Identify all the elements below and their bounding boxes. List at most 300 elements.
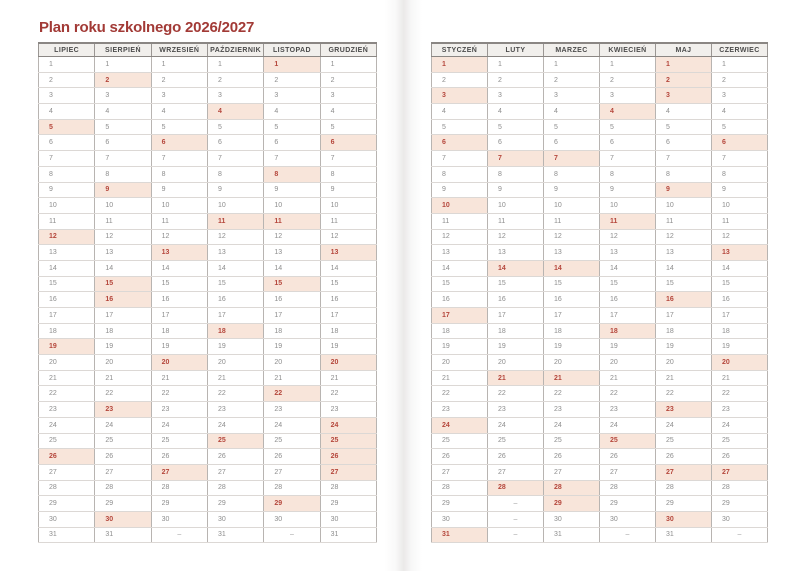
day-cell: 29 bbox=[656, 496, 712, 512]
day-cell: 11 bbox=[600, 213, 656, 229]
day-cell: 15 bbox=[432, 276, 488, 292]
day-cell: 21 bbox=[320, 370, 376, 386]
day-cell: 18 bbox=[320, 323, 376, 339]
day-cell: 13 bbox=[207, 245, 263, 261]
day-row bbox=[39, 370, 377, 386]
day-cell: 18 bbox=[151, 323, 207, 339]
day-cell: 13 bbox=[600, 245, 656, 261]
day-cell: 25 bbox=[432, 433, 488, 449]
day-cell: 20 bbox=[95, 355, 151, 371]
day-cell: 4 bbox=[712, 104, 768, 120]
day-cell: 4 bbox=[264, 104, 320, 120]
day-cell: 12 bbox=[264, 229, 320, 245]
empty-day-cell: – bbox=[488, 527, 544, 543]
day-cell: 13 bbox=[39, 245, 95, 261]
day-cell: 12 bbox=[544, 229, 600, 245]
day-cell: 26 bbox=[320, 449, 376, 465]
day-cell: 10 bbox=[320, 198, 376, 214]
day-row bbox=[39, 464, 377, 480]
day-cell: 19 bbox=[320, 339, 376, 355]
day-cell: 13 bbox=[432, 245, 488, 261]
left-calendar-header bbox=[39, 43, 377, 57]
day-cell: 30 bbox=[712, 511, 768, 527]
day-cell: 10 bbox=[95, 198, 151, 214]
day-row bbox=[39, 166, 377, 182]
day-cell: 25 bbox=[39, 433, 95, 449]
day-cell: 6 bbox=[712, 135, 768, 151]
day-cell: 5 bbox=[488, 119, 544, 135]
day-cell: 6 bbox=[544, 135, 600, 151]
day-cell: 15 bbox=[207, 276, 263, 292]
day-cell: 2 bbox=[488, 72, 544, 88]
day-row bbox=[39, 402, 377, 418]
day-cell: 14 bbox=[151, 260, 207, 276]
day-cell: 19 bbox=[712, 339, 768, 355]
day-cell: 28 bbox=[432, 480, 488, 496]
day-cell: 22 bbox=[432, 386, 488, 402]
day-cell: 3 bbox=[320, 88, 376, 104]
day-cell: 7 bbox=[39, 151, 95, 167]
day-cell: 24 bbox=[544, 417, 600, 433]
day-cell: 13 bbox=[320, 245, 376, 261]
day-row bbox=[432, 402, 768, 418]
day-cell: 18 bbox=[712, 323, 768, 339]
month-header: KWIECIEŃ bbox=[600, 43, 656, 57]
day-cell: 1 bbox=[320, 57, 376, 73]
day-cell: 9 bbox=[207, 182, 263, 198]
day-cell: 6 bbox=[656, 135, 712, 151]
day-row bbox=[39, 72, 377, 88]
day-cell: 4 bbox=[600, 104, 656, 120]
day-row bbox=[39, 308, 377, 324]
day-row bbox=[432, 386, 768, 402]
day-cell: 2 bbox=[264, 72, 320, 88]
day-cell: 12 bbox=[600, 229, 656, 245]
day-cell: 3 bbox=[432, 88, 488, 104]
day-cell: 29 bbox=[207, 496, 263, 512]
day-cell: 4 bbox=[432, 104, 488, 120]
day-cell: 20 bbox=[600, 355, 656, 371]
day-cell: 19 bbox=[488, 339, 544, 355]
day-cell: 8 bbox=[95, 166, 151, 182]
day-cell: 11 bbox=[432, 213, 488, 229]
day-row bbox=[39, 292, 377, 308]
day-cell: 18 bbox=[544, 323, 600, 339]
day-cell: 20 bbox=[544, 355, 600, 371]
day-cell: 8 bbox=[712, 166, 768, 182]
day-row bbox=[432, 527, 768, 543]
month-header: SIERPIEŃ bbox=[95, 43, 151, 57]
day-cell: 30 bbox=[264, 511, 320, 527]
month-header: MAJ bbox=[656, 43, 712, 57]
day-cell: 30 bbox=[151, 511, 207, 527]
day-cell: 9 bbox=[39, 182, 95, 198]
day-cell: 14 bbox=[264, 260, 320, 276]
month-header: LISTOPAD bbox=[264, 43, 320, 57]
day-cell: 27 bbox=[544, 464, 600, 480]
day-cell: 11 bbox=[320, 213, 376, 229]
day-cell: 20 bbox=[432, 355, 488, 371]
day-row bbox=[432, 323, 768, 339]
day-cell: 1 bbox=[207, 57, 263, 73]
day-cell: 25 bbox=[151, 433, 207, 449]
day-cell: 23 bbox=[151, 402, 207, 418]
day-cell: 21 bbox=[544, 370, 600, 386]
day-cell: 14 bbox=[600, 260, 656, 276]
day-row bbox=[432, 449, 768, 465]
day-cell: 23 bbox=[488, 402, 544, 418]
day-cell: 1 bbox=[264, 57, 320, 73]
day-row bbox=[432, 355, 768, 371]
day-cell: 1 bbox=[488, 57, 544, 73]
day-row bbox=[432, 198, 768, 214]
day-cell: 1 bbox=[432, 57, 488, 73]
day-cell: 20 bbox=[320, 355, 376, 371]
day-cell: 25 bbox=[656, 433, 712, 449]
day-cell: 22 bbox=[39, 386, 95, 402]
day-cell: 22 bbox=[488, 386, 544, 402]
day-row bbox=[432, 166, 768, 182]
day-cell: 24 bbox=[95, 417, 151, 433]
day-cell: 9 bbox=[712, 182, 768, 198]
day-row bbox=[432, 496, 768, 512]
day-cell: 7 bbox=[600, 151, 656, 167]
day-cell: 5 bbox=[264, 119, 320, 135]
day-row bbox=[432, 433, 768, 449]
day-cell: 28 bbox=[656, 480, 712, 496]
day-cell: 11 bbox=[712, 213, 768, 229]
month-header: LIPIEC bbox=[39, 43, 95, 57]
day-cell: 5 bbox=[207, 119, 263, 135]
day-cell: 9 bbox=[600, 182, 656, 198]
day-cell: 27 bbox=[432, 464, 488, 480]
day-cell: 6 bbox=[95, 135, 151, 151]
day-row bbox=[39, 511, 377, 527]
day-cell: 22 bbox=[712, 386, 768, 402]
day-cell: 24 bbox=[488, 417, 544, 433]
day-cell: 9 bbox=[656, 182, 712, 198]
month-header: CZERWIEC bbox=[712, 43, 768, 57]
day-cell: 28 bbox=[320, 480, 376, 496]
day-row bbox=[39, 135, 377, 151]
right-calendar-table bbox=[431, 42, 768, 543]
day-cell: 13 bbox=[656, 245, 712, 261]
day-cell: 27 bbox=[151, 464, 207, 480]
day-cell: 25 bbox=[600, 433, 656, 449]
day-cell: 17 bbox=[488, 308, 544, 324]
day-cell: 27 bbox=[320, 464, 376, 480]
day-cell: 21 bbox=[432, 370, 488, 386]
day-cell: 18 bbox=[207, 323, 263, 339]
day-cell: 6 bbox=[264, 135, 320, 151]
day-cell: 24 bbox=[207, 417, 263, 433]
day-cell: 9 bbox=[95, 182, 151, 198]
day-cell: 25 bbox=[95, 433, 151, 449]
day-cell: 28 bbox=[95, 480, 151, 496]
day-cell: 28 bbox=[207, 480, 263, 496]
page-gutter-shadow bbox=[384, 0, 422, 571]
day-cell: 10 bbox=[600, 198, 656, 214]
day-cell: 31 bbox=[207, 527, 263, 543]
month-header: LUTY bbox=[488, 43, 544, 57]
day-cell: 29 bbox=[600, 496, 656, 512]
day-cell: 29 bbox=[712, 496, 768, 512]
day-cell: 3 bbox=[712, 88, 768, 104]
month-header: WRZESIEŃ bbox=[151, 43, 207, 57]
day-row bbox=[432, 229, 768, 245]
day-row bbox=[39, 417, 377, 433]
day-cell: 3 bbox=[656, 88, 712, 104]
left-calendar-body bbox=[39, 57, 377, 543]
day-cell: 10 bbox=[432, 198, 488, 214]
day-cell: 13 bbox=[151, 245, 207, 261]
day-cell: 2 bbox=[432, 72, 488, 88]
day-cell: 15 bbox=[712, 276, 768, 292]
day-cell: 3 bbox=[207, 88, 263, 104]
day-cell: 6 bbox=[151, 135, 207, 151]
day-cell: 20 bbox=[264, 355, 320, 371]
day-cell: 10 bbox=[712, 198, 768, 214]
day-cell: 12 bbox=[320, 229, 376, 245]
day-cell: 5 bbox=[656, 119, 712, 135]
day-cell: 1 bbox=[151, 57, 207, 73]
day-cell: 23 bbox=[656, 402, 712, 418]
left-page bbox=[38, 20, 377, 543]
day-cell: 14 bbox=[656, 260, 712, 276]
day-cell: 20 bbox=[151, 355, 207, 371]
day-cell: 2 bbox=[207, 72, 263, 88]
day-cell: 8 bbox=[544, 166, 600, 182]
day-row bbox=[39, 245, 377, 261]
day-cell: 15 bbox=[39, 276, 95, 292]
empty-day-cell: – bbox=[488, 511, 544, 527]
day-cell: 17 bbox=[207, 308, 263, 324]
day-cell: 27 bbox=[95, 464, 151, 480]
day-cell: 4 bbox=[488, 104, 544, 120]
day-cell: 9 bbox=[264, 182, 320, 198]
day-cell: 21 bbox=[712, 370, 768, 386]
day-cell: 27 bbox=[600, 464, 656, 480]
day-cell: 7 bbox=[712, 151, 768, 167]
day-row bbox=[432, 339, 768, 355]
day-cell: 2 bbox=[656, 72, 712, 88]
day-cell: 19 bbox=[544, 339, 600, 355]
day-row bbox=[432, 135, 768, 151]
day-cell: 24 bbox=[264, 417, 320, 433]
day-cell: 16 bbox=[151, 292, 207, 308]
day-row bbox=[39, 88, 377, 104]
day-cell: 8 bbox=[432, 166, 488, 182]
day-cell: 29 bbox=[432, 496, 488, 512]
day-row bbox=[432, 57, 768, 73]
day-cell: 13 bbox=[712, 245, 768, 261]
day-cell: 23 bbox=[600, 402, 656, 418]
day-row bbox=[39, 386, 377, 402]
day-cell: 4 bbox=[151, 104, 207, 120]
day-cell: 25 bbox=[207, 433, 263, 449]
day-cell: 4 bbox=[320, 104, 376, 120]
day-cell: 2 bbox=[544, 72, 600, 88]
day-cell: 16 bbox=[39, 292, 95, 308]
day-cell: 17 bbox=[600, 308, 656, 324]
day-cell: 8 bbox=[207, 166, 263, 182]
day-cell: 30 bbox=[39, 511, 95, 527]
day-row bbox=[39, 182, 377, 198]
day-cell: 31 bbox=[544, 527, 600, 543]
day-cell: 31 bbox=[39, 527, 95, 543]
day-cell: 15 bbox=[544, 276, 600, 292]
day-row bbox=[39, 229, 377, 245]
day-cell: 26 bbox=[432, 449, 488, 465]
day-row bbox=[432, 308, 768, 324]
day-cell: 19 bbox=[656, 339, 712, 355]
day-cell: 3 bbox=[39, 88, 95, 104]
day-cell: 3 bbox=[488, 88, 544, 104]
day-row bbox=[39, 151, 377, 167]
day-cell: 12 bbox=[656, 229, 712, 245]
day-cell: 2 bbox=[95, 72, 151, 88]
day-cell: 14 bbox=[544, 260, 600, 276]
day-cell: 1 bbox=[39, 57, 95, 73]
day-cell: 16 bbox=[544, 292, 600, 308]
day-cell: 20 bbox=[712, 355, 768, 371]
day-cell: 22 bbox=[264, 386, 320, 402]
day-cell: 1 bbox=[95, 57, 151, 73]
day-cell: 26 bbox=[488, 449, 544, 465]
day-cell: 10 bbox=[207, 198, 263, 214]
day-cell: 7 bbox=[544, 151, 600, 167]
day-cell: 14 bbox=[712, 260, 768, 276]
day-cell: 27 bbox=[656, 464, 712, 480]
day-cell: 21 bbox=[488, 370, 544, 386]
day-cell: 7 bbox=[656, 151, 712, 167]
day-row bbox=[432, 104, 768, 120]
day-cell: 21 bbox=[264, 370, 320, 386]
day-row bbox=[39, 496, 377, 512]
day-cell: 8 bbox=[39, 166, 95, 182]
day-cell: 14 bbox=[39, 260, 95, 276]
day-cell: 17 bbox=[95, 308, 151, 324]
day-row bbox=[39, 119, 377, 135]
day-cell: 29 bbox=[39, 496, 95, 512]
day-cell: 23 bbox=[544, 402, 600, 418]
day-cell: 16 bbox=[95, 292, 151, 308]
day-cell: 18 bbox=[656, 323, 712, 339]
day-cell: 12 bbox=[39, 229, 95, 245]
day-cell: 4 bbox=[544, 104, 600, 120]
day-cell: 28 bbox=[151, 480, 207, 496]
day-cell: 4 bbox=[39, 104, 95, 120]
day-cell: 29 bbox=[151, 496, 207, 512]
day-cell: 12 bbox=[712, 229, 768, 245]
day-cell: 18 bbox=[432, 323, 488, 339]
day-cell: 17 bbox=[39, 308, 95, 324]
day-cell: 5 bbox=[320, 119, 376, 135]
day-cell: 16 bbox=[488, 292, 544, 308]
day-cell: 1 bbox=[600, 57, 656, 73]
day-cell: 12 bbox=[488, 229, 544, 245]
day-cell: 2 bbox=[712, 72, 768, 88]
day-cell: 15 bbox=[95, 276, 151, 292]
day-cell: 17 bbox=[656, 308, 712, 324]
day-cell: 16 bbox=[600, 292, 656, 308]
day-cell: 10 bbox=[656, 198, 712, 214]
day-cell: 3 bbox=[544, 88, 600, 104]
day-cell: 10 bbox=[488, 198, 544, 214]
day-row bbox=[39, 433, 377, 449]
day-cell: 30 bbox=[207, 511, 263, 527]
day-cell: 24 bbox=[600, 417, 656, 433]
day-row bbox=[432, 292, 768, 308]
day-cell: 22 bbox=[95, 386, 151, 402]
day-cell: 22 bbox=[600, 386, 656, 402]
day-cell: 9 bbox=[488, 182, 544, 198]
day-cell: 26 bbox=[656, 449, 712, 465]
day-cell: 24 bbox=[656, 417, 712, 433]
day-cell: 20 bbox=[656, 355, 712, 371]
day-cell: 5 bbox=[544, 119, 600, 135]
day-cell: 10 bbox=[151, 198, 207, 214]
day-cell: 6 bbox=[207, 135, 263, 151]
day-cell: 24 bbox=[151, 417, 207, 433]
month-header-row bbox=[432, 43, 768, 57]
day-cell: 30 bbox=[656, 511, 712, 527]
day-cell: 31 bbox=[95, 527, 151, 543]
day-cell: 28 bbox=[600, 480, 656, 496]
empty-day-cell: – bbox=[600, 527, 656, 543]
day-cell: 5 bbox=[600, 119, 656, 135]
day-cell: 12 bbox=[151, 229, 207, 245]
day-cell: 8 bbox=[264, 166, 320, 182]
day-row bbox=[432, 511, 768, 527]
day-cell: 16 bbox=[712, 292, 768, 308]
day-cell: 11 bbox=[544, 213, 600, 229]
day-cell: 21 bbox=[39, 370, 95, 386]
day-cell: 3 bbox=[600, 88, 656, 104]
day-cell: 25 bbox=[320, 433, 376, 449]
day-cell: 19 bbox=[432, 339, 488, 355]
day-cell: 20 bbox=[488, 355, 544, 371]
day-cell: 12 bbox=[207, 229, 263, 245]
day-cell: 31 bbox=[320, 527, 376, 543]
day-row bbox=[432, 417, 768, 433]
day-row bbox=[39, 339, 377, 355]
day-cell: 3 bbox=[95, 88, 151, 104]
day-cell: 27 bbox=[712, 464, 768, 480]
day-cell: 14 bbox=[95, 260, 151, 276]
day-cell: 10 bbox=[544, 198, 600, 214]
empty-day-cell: – bbox=[264, 527, 320, 543]
right-calendar-header bbox=[432, 43, 768, 57]
day-cell: 1 bbox=[544, 57, 600, 73]
day-cell: 19 bbox=[207, 339, 263, 355]
day-row bbox=[432, 480, 768, 496]
day-cell: 17 bbox=[432, 308, 488, 324]
day-cell: 7 bbox=[207, 151, 263, 167]
day-cell: 31 bbox=[656, 527, 712, 543]
day-cell: 7 bbox=[488, 151, 544, 167]
day-cell: 16 bbox=[320, 292, 376, 308]
day-row bbox=[432, 464, 768, 480]
day-cell: 8 bbox=[600, 166, 656, 182]
day-cell: 16 bbox=[264, 292, 320, 308]
day-cell: 6 bbox=[432, 135, 488, 151]
day-cell: 7 bbox=[320, 151, 376, 167]
day-cell: 26 bbox=[95, 449, 151, 465]
day-cell: 30 bbox=[600, 511, 656, 527]
day-cell: 21 bbox=[656, 370, 712, 386]
day-cell: 5 bbox=[712, 119, 768, 135]
